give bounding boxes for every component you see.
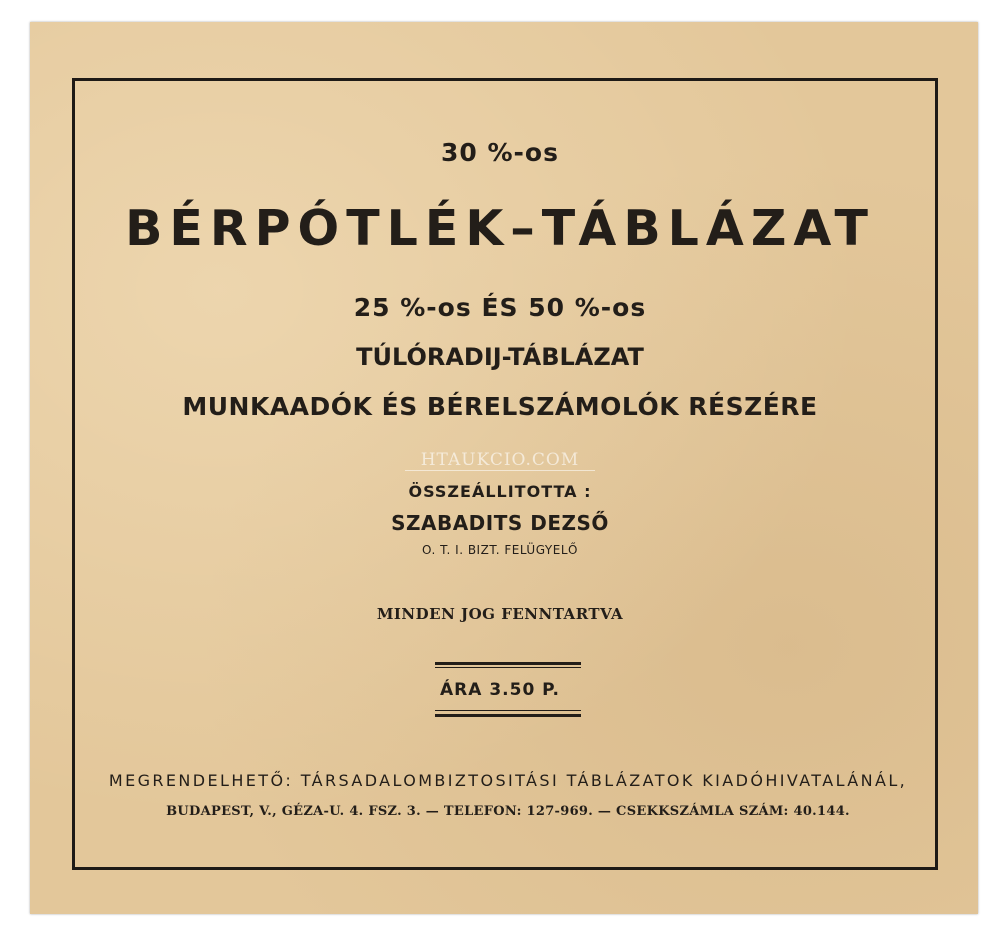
- watermark-text: HTAUKCIO.COM: [420, 450, 580, 470]
- watermark-underline: [405, 470, 595, 471]
- price-rule-top: [435, 662, 581, 665]
- compiled-by-label: ÖSSZEÁLLITOTTA :: [408, 482, 592, 501]
- price-label: ÁRA 3.50 P.: [440, 680, 560, 700]
- cover-border-frame: [72, 78, 938, 870]
- address-line: BUDAPEST, V., GÉZA-U. 4. FSZ. 3. — TELEFON: 127-969. — CSEKKSZÁMLA SZÁM: 40.144.: [166, 804, 850, 819]
- price-rule-bottom-thin: [435, 710, 581, 711]
- percent-heading: 30 %-os: [441, 138, 559, 167]
- author-name: SZABADITS DEZSŐ: [391, 511, 609, 535]
- audience-subtitle: MUNKAADÓK ÉS BÉRELSZÁMOLÓK RÉSZÉRE: [182, 392, 818, 421]
- overtime-subtitle: TÚLÓRADIJ-TÁBLÁZAT: [356, 343, 644, 371]
- author-title: O. T. I. BIZT. FELÜGYELŐ: [422, 543, 578, 557]
- rights-notice: MINDEN JOG FENNTARTVA: [376, 605, 624, 623]
- price-rule-top-thin: [435, 667, 581, 668]
- rates-subtitle: 25 %-os ÉS 50 %-os: [353, 293, 647, 322]
- cover-title: BÉRPÓTLÉK–TÁBLÁZAT: [125, 200, 875, 257]
- price-rule-bottom: [435, 714, 581, 717]
- publisher-line: MEGRENDELHETŐ: TÁRSADALOMBIZTOSITÁSI TÁBLÁZATOK KIADÓHIVATALÁNÁL,: [108, 771, 908, 790]
